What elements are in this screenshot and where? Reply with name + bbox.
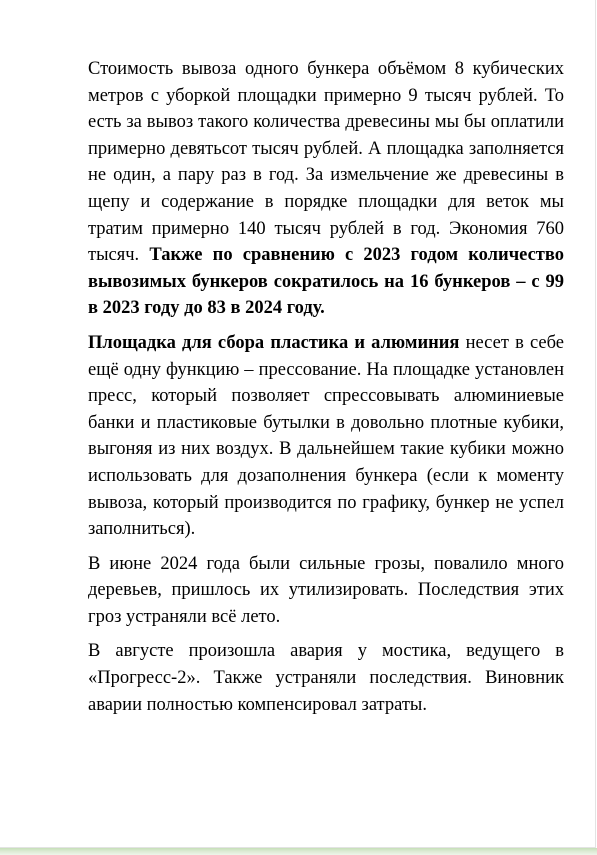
paragraph-bold-text: Площадка для сбора пластика и алюминия <box>88 332 460 353</box>
paragraph-text: Стоимость вывоза одного бункера объёмом 8 кубических метров с уборкой площадки примерно 9 тысяч рублей. То есть за вывоз такого количества древесины мы бы оплатили примерно девятьсот тысяч рублей. А площадка заполняется не один, а пару раз в год. За измельчение же древесины в щепу и содержание в порядке площадки для веток мы тратим примерно 140 тысяч рублей в год. Экономия 760 тысяч. <box>88 59 564 266</box>
paragraph-text: несет в себе ещё одну функцию – прессование. На площадке установлен пресс, который позволяет спрессовывать алюминиевые банки и пластиковые бутылки в довольно плотные кубики, выгоняя из них воздух. В дальнейшем такие кубики можно использовать для дозаполнения бункера (если к моменту вывоза, который производится по графику, бункер не успел заполниться). <box>88 332 564 540</box>
document-body <box>88 56 564 726</box>
paragraph-plastic-aluminium-site <box>88 330 564 543</box>
page-bottom-divider <box>0 848 597 855</box>
paragraph-text: В августе произошла авария у мостика, ведущего в «Прогресс-2». Также устраняли последствия. Виновник аварии полностью компенсировал затраты. <box>88 641 564 715</box>
paragraph-accident <box>88 638 564 718</box>
paragraph-bunker-cost <box>88 56 564 322</box>
paragraph-storms <box>88 551 564 631</box>
paragraph-text: В июне 2024 года были сильные грозы, повалило много деревьев, пришлось их утилизировать. Последствия этих гроз устраняли всё лето. <box>88 553 564 627</box>
paragraph-bold-text: Также по сравнению с 2023 годом количество вывозимых бункеров сократилось на 16 бункеров – с 99 в 2023 году до 83 в 2024 году. <box>88 245 564 319</box>
